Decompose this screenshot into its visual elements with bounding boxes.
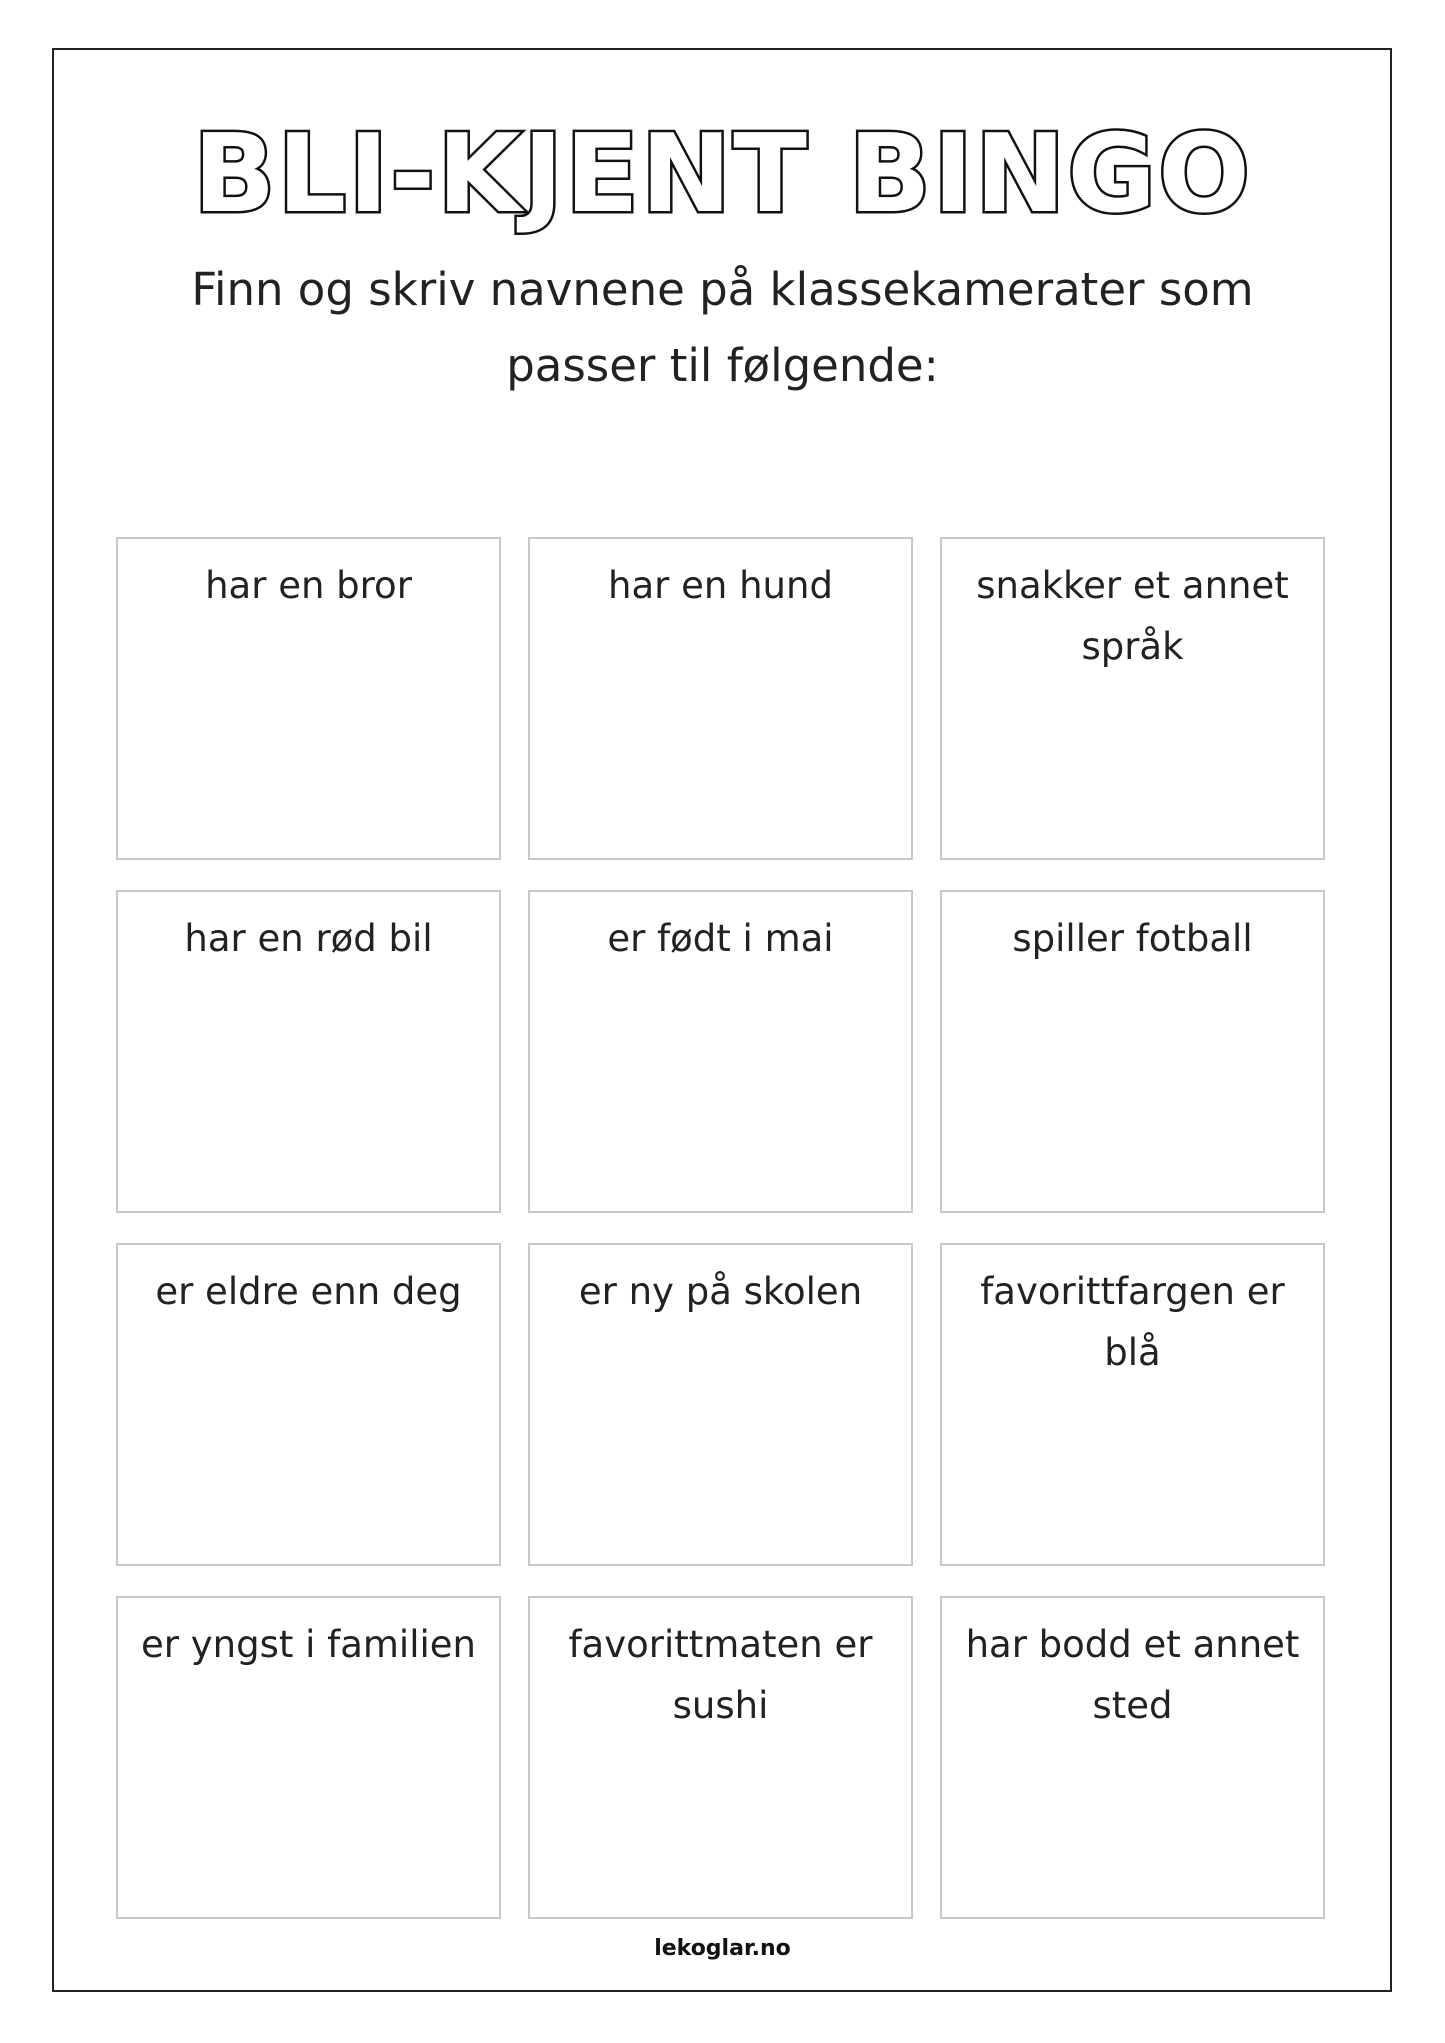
bingo-cell[interactable]: har en hund (528, 537, 913, 860)
bingo-cell[interactable]: favorittfargen er blå (940, 1243, 1325, 1566)
bingo-cell[interactable]: er eldre enn deg (116, 1243, 501, 1566)
bingo-cell[interactable]: snakker et annet språk (940, 537, 1325, 860)
bingo-cell[interactable]: har en rød bil (116, 890, 501, 1213)
worksheet-title: BLI-KJENT BINGO (193, 112, 1252, 237)
bingo-cell[interactable]: favorittmaten er sushi (528, 1596, 913, 1919)
bingo-cell[interactable]: spiller fotball (940, 890, 1325, 1213)
bingo-cell[interactable]: er ny på skolen (528, 1243, 913, 1566)
bingo-cell[interactable]: er yngst i familien (116, 1596, 501, 1919)
bingo-grid (116, 537, 1325, 1919)
bingo-cell[interactable]: har bodd et annet sted (940, 1596, 1325, 1919)
worksheet-instructions: Finn og skriv navnene på klassekamerater som passer til følgende: (191, 263, 1254, 392)
footer-website: lekoglar.no (654, 1936, 791, 1961)
bingo-cell[interactable]: har en bror (116, 537, 501, 860)
bingo-cell[interactable]: er født i mai (528, 890, 913, 1213)
